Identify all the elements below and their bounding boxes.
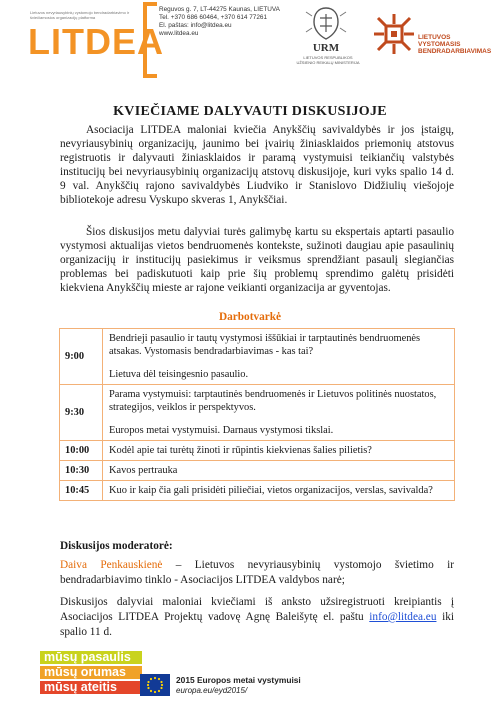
contact-email: El. paštas: info@litdea.eu xyxy=(159,22,232,29)
slogan-world: mūsų pasaulis xyxy=(40,651,142,664)
slogan-dignity: mūsų orumas xyxy=(40,666,142,679)
registration-text: Diskusijos dalyviai maloniai kviečiami iš anksto užsiregistruoti kreipiantis į Asociacijos LITDEA Projektų vadovę Agnę Baleišytę el. paštu xyxy=(60,596,454,623)
contact-block xyxy=(159,6,289,38)
lvb-line3: BENDRADARBIAVIMAS xyxy=(418,48,492,55)
logo-bracket xyxy=(143,2,157,78)
lvb-line2: VYSTOMASIS xyxy=(418,41,461,48)
registration-email-link[interactable]: info@litdea.eu xyxy=(369,611,437,623)
moderator-paragraph xyxy=(60,558,454,588)
invitation-title: KVIEČIAME DALYVAUTI DISKUSIJOJE xyxy=(113,104,387,119)
letterhead xyxy=(0,0,500,92)
agenda-desc xyxy=(103,385,455,441)
agenda-row xyxy=(60,385,455,441)
agenda-row xyxy=(60,481,455,501)
agenda-desc xyxy=(103,329,455,385)
litdea-tagline: Lietuvos nevyriausybinių vystomojo bendradarbiavimo ir šviečiamosios organizacijų platforma xyxy=(30,10,130,20)
lvb-text xyxy=(418,34,491,55)
moderator-name: Daiva Penkauskienė xyxy=(60,559,163,571)
agenda-item: Kuo ir kaip čia gali prisidėti piliečiai, vietos organizacijos, verslas, savivalda? xyxy=(103,481,455,501)
eyd-url: europa.eu/eyd2015/ xyxy=(176,686,248,695)
agenda-row xyxy=(60,461,455,481)
agenda-time: 10:45 xyxy=(60,481,103,501)
agenda-time: 9:30 xyxy=(60,385,103,441)
agenda-time: 9:00 xyxy=(60,329,103,385)
urm-wordmark: URM xyxy=(312,42,340,54)
lv-bendradarbiavimas-logo xyxy=(372,12,498,72)
eu-flag-icon xyxy=(140,674,170,696)
moderator-desc: – Lietuvos nevyriausybinių vystomojo švietimo ir bendradarbiavimo tinklo - Asociacijos LITDEA valdybos narė; xyxy=(60,559,454,586)
agenda-table xyxy=(59,328,455,501)
lvb-line1: LIETUVOS xyxy=(418,34,451,41)
contact-address: Reguvos g. 7, LT-44275 Kaunas, LIETUVA xyxy=(159,6,280,13)
agenda-item: Lietuva dėl teisingesnio pasaulio. xyxy=(109,369,249,380)
agenda-title: Darbotvarkė xyxy=(218,311,282,323)
eyd-title: 2015 Europos metai vystymuisi xyxy=(176,675,301,685)
coat-of-arms-icon xyxy=(296,4,356,42)
agenda-item: Bendrieji pasaulio ir tautų vystymosi iššūkiai ir tarptautinės bendruomenės atsakas. Vystomasis bendradarbiavimas - kas tai? xyxy=(109,333,421,357)
contact-phone: Tel. +370 686 60464, +370 614 77261 xyxy=(159,14,268,21)
agenda-time: 10:00 xyxy=(60,441,103,461)
discussion-paragraph: Šios diskusijos metu dalyviai turės galimybę kartu su ekspertais aptarti pasaulio vystymosi aktualijas vietos bendruomenės kontekste, sužinoti daugiau apie pasaulinių organizacijų ir institucijų pasiekimus ir veiksmus sprendžiant pasaulį slegiančias problemas bei padiskutuoti kaip prie šių problemų sprendimo galėtų prisidėti kiekviena Anykščių mieste ar rajone veikianti organizacija ar gyventojas. xyxy=(60,226,454,294)
urm-subtitle: LIETUVOS RESPUBLIKOS UŽSIENIO REIKALŲ MINISTERIJA xyxy=(296,55,360,65)
agenda-time: 10:30 xyxy=(60,461,103,481)
litdea-logo: LITDEA xyxy=(28,21,164,62)
moderator-heading: Diskusijos moderatorė: xyxy=(60,540,173,552)
agenda-row xyxy=(60,329,455,385)
slogan-future: mūsų ateitis xyxy=(40,681,142,694)
urm-logo xyxy=(296,4,370,80)
registration-deadline: iki spalio 11 d. xyxy=(60,611,454,638)
intro-paragraph: Asociacija LITDEA maloniai kviečia Anykščių savivaldybės ir jos įstaigų, nevyriausybinių organizacijų, jaunimo bei įvairių žiniasklaidos priemonių atstovus registruotis ir dalyvauti žiniasklaidos ir paramą vystymuisi teikiančių valstybės institucijų bei nevyriausybinių organizacijų atstovų diskusijoje, kuri vyks spalio 14 d. 9 val. Anykščių rajono savivaldybės Liudviko ir Stanislovo Didžiulių viešojoje bibliotekoje adresu Vyskupo skveras 1, Anykščiai. xyxy=(60,124,454,206)
agenda-item: Parama vystymuisi: tarptautinės bendruomenės ir Lietuvos politinės nuostatos, strategijos, veiklos ir perspektyvos. xyxy=(109,389,437,413)
agenda-item: Europos metai vystymuisi. Darnaus vystymosi tikslai. xyxy=(109,425,334,436)
agenda-item: Kodėl apie tai turėtų žinoti ir rūpintis kiekvienas šalies pilietis? xyxy=(103,441,455,461)
agenda-item: Kavos pertrauka xyxy=(103,461,455,481)
registration-paragraph xyxy=(60,595,454,640)
contact-web: www.litdea.eu xyxy=(159,30,199,37)
sun-ornament-icon xyxy=(372,12,416,56)
agenda-row xyxy=(60,441,455,461)
